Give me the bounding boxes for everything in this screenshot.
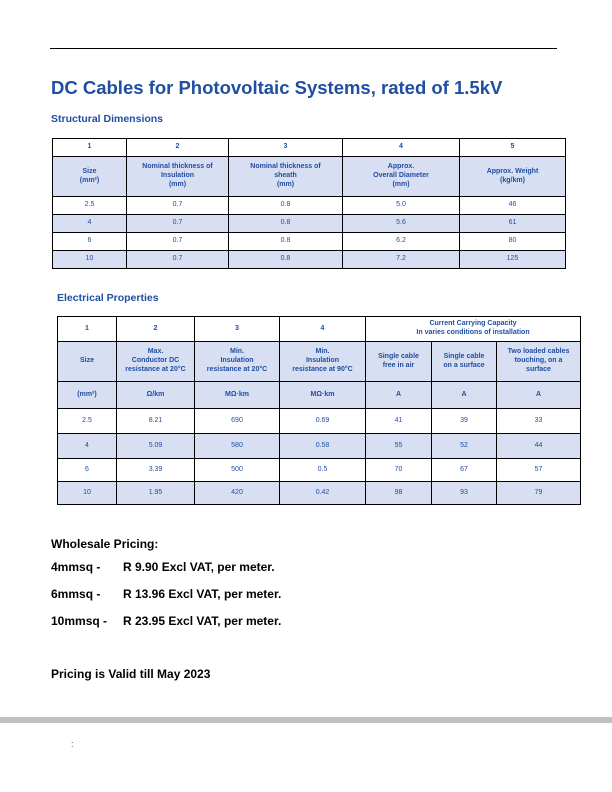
- header-insulation-resistance-20: Min. Insulation resistance at 20°C: [195, 342, 280, 382]
- col-number: 4: [343, 139, 460, 157]
- header-size: Size (mm²): [53, 157, 127, 197]
- col-number: 3: [195, 317, 280, 342]
- price-value: R 9.90 Excl VAT, per meter.: [123, 560, 275, 574]
- pricing-validity: Pricing is Valid till May 2023: [51, 667, 211, 681]
- col-number: 2: [127, 139, 229, 157]
- price-size: 6mmsq -: [51, 587, 101, 601]
- electrical-properties-table: [57, 316, 581, 505]
- col-number: 5: [460, 139, 566, 157]
- col-number: 2: [117, 317, 195, 342]
- price-value: R 23.95 Excl VAT, per meter.: [123, 614, 282, 628]
- header-size: Size: [58, 342, 117, 382]
- header-weight: Approx. Weight (kg/km): [460, 157, 566, 197]
- header-insulation-resistance-90: Min. Insulation resistance at 90°C: [280, 342, 366, 382]
- header-on-surface: Single cable on a surface: [432, 342, 497, 382]
- footer-mark: :: [71, 739, 74, 749]
- structural-dimensions-table: [52, 138, 566, 269]
- structural-dimensions-heading: Structural Dimensions: [51, 113, 164, 125]
- header-free-in-air: Single cable free in air: [366, 342, 432, 382]
- col-number: 4: [280, 317, 366, 342]
- price-value: R 13.96 Excl VAT, per meter.: [123, 587, 282, 601]
- footer-divider: [0, 717, 612, 723]
- price-size: 4mmsq -: [51, 560, 101, 574]
- price-item: [51, 614, 282, 641]
- table-row: 2.5 8.21 690 0.69 41 39 33: [58, 409, 581, 434]
- units-row: (mm²) Ω/km MΩ·km MΩ·km A A A: [58, 382, 581, 409]
- header-two-loaded-cables: Two loaded cables touching, on a surface: [497, 342, 581, 382]
- price-item: [51, 560, 275, 587]
- table-row: 2.5 0.7 0.8 5.0 46: [53, 197, 566, 215]
- col-number: 1: [53, 139, 127, 157]
- wholesale-pricing: [51, 536, 282, 641]
- table-row: 10 1.95 420 0.42 98 93 79: [58, 482, 581, 505]
- table-row: 6 3.39 500 0.5 70 67 57: [58, 459, 581, 482]
- table-row: 6 0.7 0.8 6.2 80: [53, 233, 566, 251]
- table-row: 4 0.7 0.8 5.6 61: [53, 215, 566, 233]
- pricing-heading: Wholesale Pricing:: [51, 537, 159, 551]
- header-insulation-thickness: Nominal thickness of Insulation (mm): [127, 157, 229, 197]
- header-current-carrying-capacity: Current Carrying Capacity In varies conditions of installation: [366, 317, 581, 342]
- price-size: 10mmsq -: [51, 614, 108, 628]
- header-dc-resistance: Max. Conductor DC resistance at 20°C: [117, 342, 195, 382]
- table-row: 4 5.09 580 0.58 55 52 44: [58, 434, 581, 459]
- col-number: 1: [58, 317, 117, 342]
- table-row: 10 0.7 0.8 7.2 125: [53, 251, 566, 269]
- header-overall-diameter: Approx. Overall Diameter (mm): [343, 157, 460, 197]
- page-title: DC Cables for Photovoltaic Systems, rated of 1.5kV: [51, 77, 503, 98]
- col-number: 3: [229, 139, 343, 157]
- price-item: [51, 587, 282, 614]
- header-sheath-thickness: Nominal thickness of sheath (mm): [229, 157, 343, 197]
- top-divider: [50, 48, 557, 49]
- electrical-properties-heading: Electrical Properties: [57, 292, 159, 304]
